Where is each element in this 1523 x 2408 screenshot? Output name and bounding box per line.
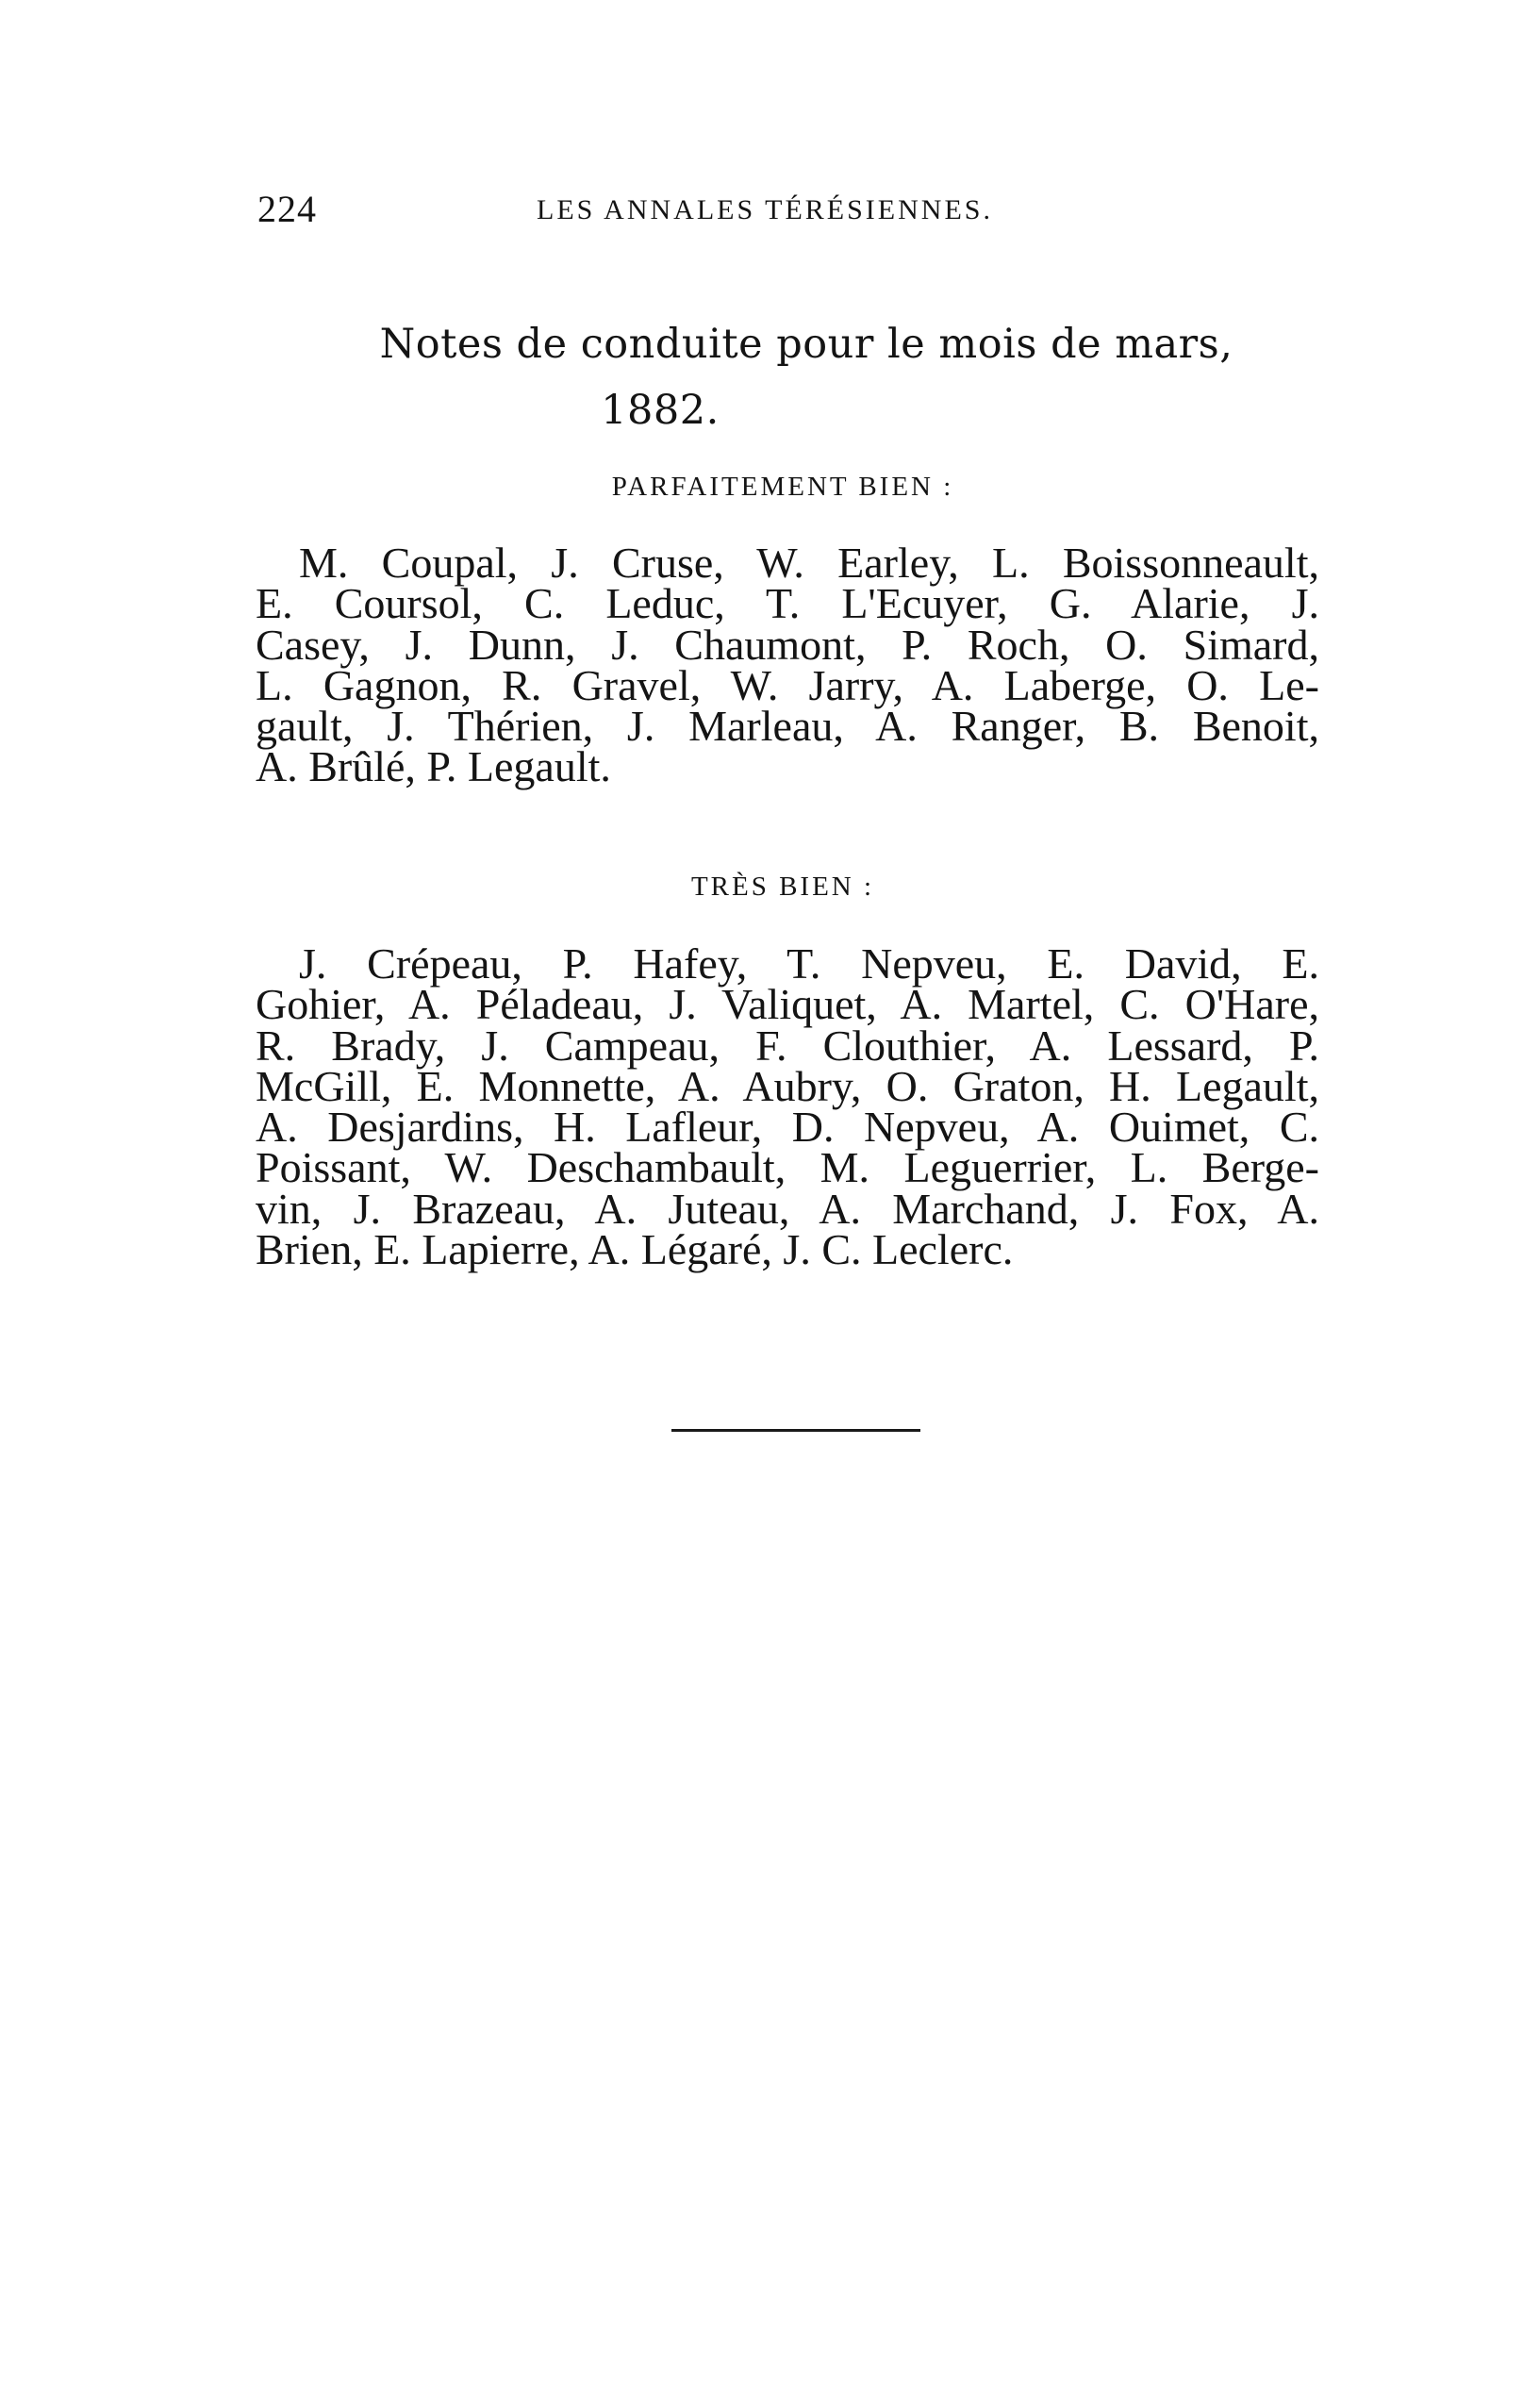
- running-title: LES ANNALES TÉRÉSIENNES.: [537, 194, 993, 225]
- text-line: McGill, E. Monnette, A. Aubry, O. Graton, H. Legault,: [256, 1061, 1319, 1110]
- text-line: R. Brady, J. Campeau, F. Clouthier, A. Lessard, P.: [256, 1021, 1319, 1070]
- title-line-1: Notes de conduite pour le mois de mars,: [379, 321, 1233, 368]
- text-line: A. Brûlé, P. Legault.: [256, 742, 611, 791]
- text-line: Poissant, W. Deschambault, M. Leguerrier, L. Berge-: [256, 1143, 1319, 1192]
- page-header: [257, 187, 1314, 234]
- text-line: A. Desjardins, H. Lafleur, D. Nepveu, A. Ouimet, C.: [256, 1103, 1319, 1152]
- text-line: L. Gagnon, R. Gravel, W. Jarry, A. Laberge, O. Le-: [256, 660, 1319, 709]
- title-line-2: 1882.: [601, 387, 720, 434]
- page-title: [283, 311, 1330, 443]
- section-heading-parfaitement-bien: PARFAITEMENT BIEN :: [611, 472, 954, 502]
- text-line: J. Crépeau, P. Hafey, T. Nepveu, E. David, E.: [299, 939, 1319, 988]
- text-line: E. Coursol, C. Leduc, T. L'Ecuyer, G. Alarie, J.: [256, 579, 1319, 628]
- page-number: 224: [257, 188, 317, 230]
- text-line: Gohier, A. Péladeau, J. Valiquet, A. Martel, C. O'Hare,: [256, 980, 1319, 1029]
- text-line: Brien, E. Lapierre, A. Légaré, J. C. Leclerc.: [256, 1225, 1014, 1274]
- closing-rule: [671, 1429, 920, 1432]
- text-line: gault, J. Thérien, J. Marleau, A. Ranger, B. Benoit,: [256, 702, 1319, 751]
- text-line: M. Coupal, J. Cruse, W. Earley, L. Boissonneault,: [299, 539, 1319, 587]
- section-paragraph-parfaitement-bien: [256, 539, 1319, 791]
- text-line: vin, J. Brazeau, A. Juteau, A. Marchand, J. Fox, A.: [256, 1184, 1319, 1233]
- text-line: Casey, J. Dunn, J. Chaumont, P. Roch, O. Simard,: [256, 620, 1319, 669]
- section-heading-tres-bien: TRÈS BIEN :: [690, 872, 875, 902]
- section-paragraph-tres-bien: [256, 939, 1319, 1274]
